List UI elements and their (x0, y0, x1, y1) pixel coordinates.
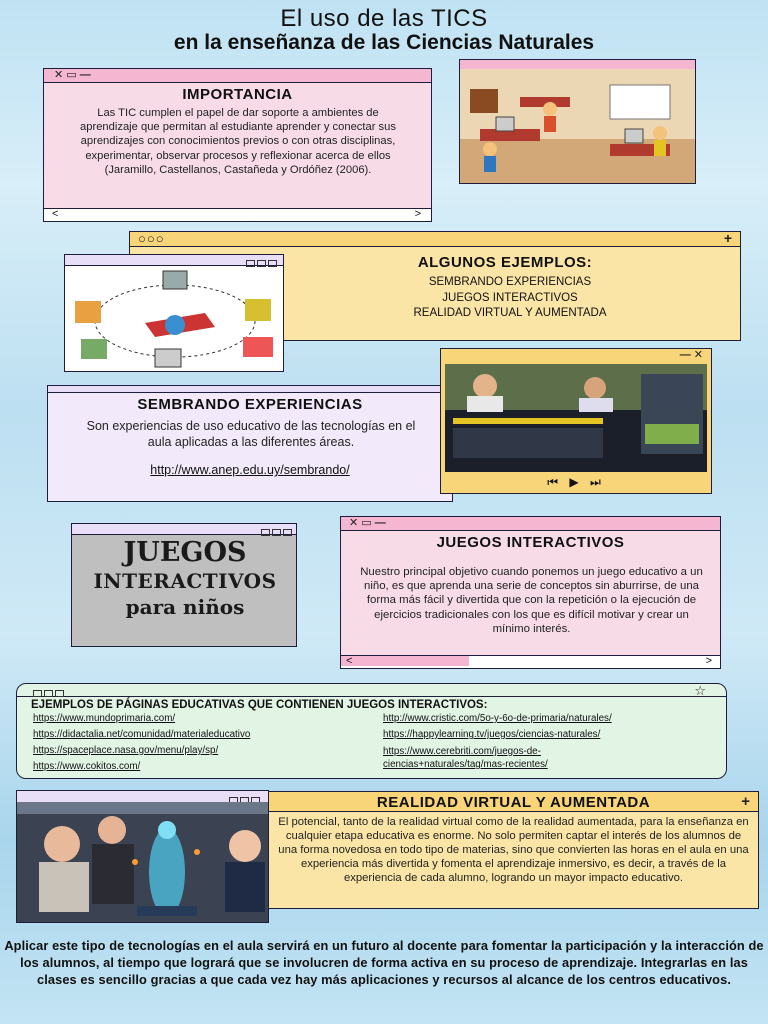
scroll-left-icon[interactable]: < (346, 655, 353, 667)
video-window (440, 348, 712, 494)
list-item: REALIDAD VIRTUAL Y AUMENTADA (345, 306, 675, 322)
sembrando-window (47, 385, 453, 502)
link-spaceplace[interactable]: https://spaceplace.nasa.gov/menu/play/sp/ (33, 745, 219, 756)
link-cerebriti[interactable]: https://www.cerebriti.com/juegos-de- (383, 746, 541, 757)
scroll-right-icon[interactable]: > (414, 208, 421, 220)
sembrando-text: Son experiencias de uso educativo de las tecnologías en el aula aplicadas a las diferentes áreas. (86, 419, 416, 449)
window-controls[interactable]: ○○○ (138, 231, 165, 246)
juegos-heading: JUEGOS INTERACTIVOS (436, 534, 625, 551)
window-controls[interactable]: — ✕ (679, 349, 703, 361)
link-didactalia[interactable]: https://didactalia.net/comunidad/materialeducativo (33, 729, 251, 740)
scroll-right-icon[interactable]: > (705, 655, 712, 667)
realidad-heading: REALIDAD VIRTUAL Y AUMENTADA (376, 794, 651, 811)
plus-icon[interactable]: + (741, 793, 750, 810)
window-controls[interactable]: ✕ ▭ — (349, 517, 386, 529)
importancia-window (43, 68, 432, 222)
juegos-scrollbar[interactable] (341, 655, 720, 668)
list-item: JUEGOS INTERACTIVOS (345, 291, 675, 307)
title-line2: en la enseñanza de las Ciencias Naturales (173, 31, 595, 54)
juegos-text: Nuestro principal objetivo cuando ponemos un juego educativo a un niño, es que aprenda una serie de conceptos sin aburrirse, de una forma más fácil y divertida que con la repetición o la ejecución de ejercicios tradicionales con los que es difícil motivar y crear un mínimo interés. (360, 566, 703, 635)
star-icon[interactable]: ☆ (694, 683, 706, 698)
plus-icon[interactable]: + (723, 230, 732, 246)
vr-photo-window (16, 790, 269, 923)
sembrando-link[interactable]: http://www.anep.edu.uy/sembrando/ (150, 463, 350, 477)
tech-network-window (64, 254, 284, 372)
link-cristic[interactable]: http://www.cristic.com/5o-y-6o-de-primaria/naturales/ (383, 713, 612, 724)
importancia-scrollbar[interactable] (44, 208, 431, 221)
list-item: SEMBRANDO EXPERIENCIAS (345, 275, 675, 291)
ejemplos-list (345, 275, 675, 322)
tech-network-drawing (65, 265, 284, 371)
link-happylearning[interactable]: https://happylearning.tv/juegos/ciencias-naturales/ (383, 729, 601, 740)
juegos-window (340, 516, 721, 669)
paginas-right-links (383, 711, 612, 771)
page-title (0, 6, 768, 54)
classroom-drawing (460, 69, 696, 184)
video-screen (445, 364, 707, 472)
importancia-heading: IMPORTANCIA (182, 86, 293, 103)
scroll-left-icon[interactable]: < (52, 208, 59, 220)
classroom-illustration (459, 59, 696, 184)
ejemplos-heading: ALGUNOS EJEMPLOS: (417, 254, 593, 271)
link-cerebriti-cont[interactable]: ciencias+naturales/tag/mas-recientes/ (383, 759, 548, 770)
importancia-text: Las TIC cumplen el papel de dar soporte a ambientes de aprendizaje que permitan al estudiante aprender y conectar sus aprendizajes con conocimientos previos o con otras disciplinas, experimentar, observar procesos y reflexionar acerca de ellos (Jaramillo, Castellanos, Castañeda y Ordóñez (2006). (80, 107, 396, 176)
juegos-image-line1: JUEGOS (123, 537, 247, 568)
juegos-image-window (71, 523, 297, 647)
realidad-heading-bar (269, 792, 758, 812)
sembrando-heading: SEMBRANDO EXPERIENCIAS (137, 396, 363, 413)
title-line1: El uso de las TICS (280, 5, 488, 32)
paginas-left-links (33, 711, 250, 775)
conclusion-text: Aplicar este tipo de tecnologías en el aula servirá en un futuro al docente para fomentar la participación y la interacción de los alumnos, al tiempo que logrará que se involucren de forma activa en su proceso de aprendizaje. Integrarlas en las clases es sencillo gracias a que cada vez hay más aplicaciones y recursos al alcance de los centros educativos. (4, 938, 764, 987)
paginas-window (16, 683, 727, 779)
paginas-heading: EJEMPLOS DE PÁGINAS EDUCATIVAS QUE CONTIENEN JUEGOS INTERACTIVOS: (31, 699, 488, 711)
juegos-image-line2: INTERACTIVOS (93, 569, 277, 593)
juegos-image-line3: para niños (125, 595, 245, 619)
realidad-window (268, 791, 759, 909)
window-controls[interactable]: ✕ ▭ — (54, 69, 91, 81)
vr-photo (17, 802, 269, 923)
link-cokitos[interactable]: https://www.cokitos.com/ (33, 761, 141, 772)
realidad-text: El potencial, tanto de la realidad virtual como de la realidad aumentada, para la enseñanza en cualquier etapa educativa es enorme. No solo permiten captar el interés de los alumnos de una forma novedosa en todo tipo de materias, sino que convierten las horas en el aula en una experiencia más divertida y fomenta el aprendizaje inmersivo, es decir, a través de la experiencia de cada alumno, logrando un mayor impacto educativo. (278, 816, 749, 885)
video-thumbnail (445, 364, 707, 472)
link-mundoprimaria[interactable]: https://www.mundoprimaria.com/ (33, 713, 176, 724)
media-controls[interactable]: ⏮ ▶ ⏭ (547, 475, 605, 489)
